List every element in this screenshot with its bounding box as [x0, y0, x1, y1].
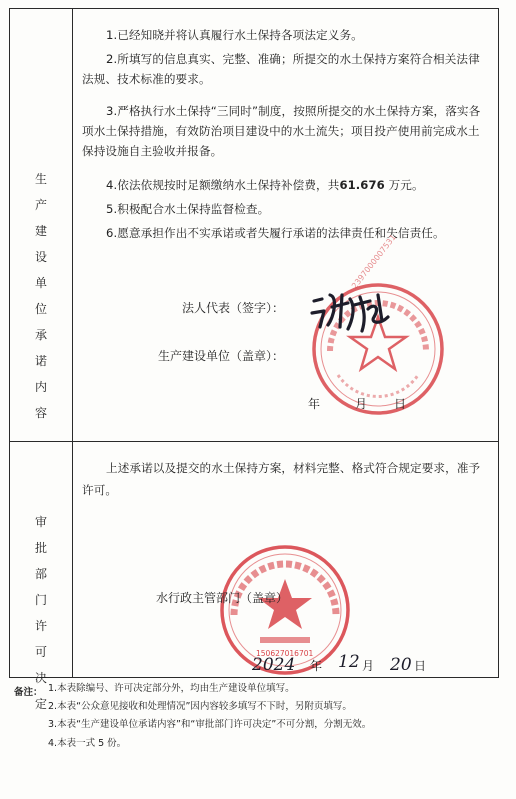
approval-month-suffix: 月	[362, 659, 375, 673]
column-divider	[72, 9, 73, 677]
heading-char: 部	[34, 567, 47, 581]
approval-date-month: 12	[338, 652, 360, 672]
heading-char: 建	[34, 224, 47, 238]
commitment-item-4	[82, 175, 490, 195]
company-seal-code: 2397000007531	[350, 232, 398, 291]
heading-char: 可	[34, 645, 47, 659]
date-month-label: 月	[355, 397, 368, 411]
signature-icon	[308, 287, 398, 335]
fee-text: 4.依法依规按时足额缴纳水土保持补偿费，共	[106, 178, 340, 192]
heading-char: 承	[34, 328, 47, 342]
note-item-4: 4.本表一式 5 份。	[48, 738, 127, 749]
department-seal-label: 水行政主管部门（盖章）	[156, 591, 289, 605]
heading-char: 内	[34, 380, 47, 394]
commitment-item-1: 1.已经知晓并将认真履行水土保持各项法定义务。	[106, 28, 363, 42]
date-day-label: 日	[394, 397, 407, 411]
approval-text: 上述承诺以及提交的水土保持方案，材料完整、格式符合规定要求，准予许可。	[82, 461, 481, 497]
heading-char: 生	[34, 172, 47, 186]
note-item-2: 2.本表“公众意见接收和处理情况”因内容较多填写不下时，另附页填写。	[48, 701, 352, 712]
fee-unit: 万元。	[388, 178, 424, 192]
section-divider	[10, 441, 498, 442]
heading-char: 决	[34, 671, 47, 685]
heading-char: 容	[34, 406, 47, 420]
approval-year-suffix: 年	[310, 659, 323, 673]
note-item-3: 3.本表“生产建设单位承诺内容”和“审批部门许可决定”不可分割，分割无效。	[48, 719, 372, 730]
commitment-item-2: 2.所填写的信息真实、完整、准确；所提交的水土保持方案符合相关法律法规、技术标准的要求。	[82, 52, 480, 86]
fee-amount: 61.676	[339, 178, 385, 192]
approval-day-suffix: 日	[414, 659, 427, 673]
approval-date-day: 20	[390, 655, 412, 675]
heading-char: 单	[34, 276, 47, 290]
heading-char: 位	[34, 302, 47, 316]
heading-char: 许	[34, 619, 47, 633]
heading-char: 诺	[34, 354, 47, 368]
heading-char: 门	[34, 593, 47, 607]
heading-char: 产	[34, 198, 47, 212]
commitment-item-3: 3.严格执行水土保持“三同时”制度，按照所提交的水土保持方案，落实各项水土保持措施，有效防治项目建设中的水土流失；项目投产使用前完成水土保持设施自主验收并报备。	[82, 104, 481, 158]
date-year-label: 年	[308, 397, 321, 411]
department-seal-code: 150627016701	[256, 649, 314, 658]
notes-label: 备注：	[14, 687, 43, 698]
unit-seal-label: 生产建设单位（盖章）：	[158, 349, 285, 363]
legal-rep-label: 法人代表（签字）：	[182, 301, 285, 315]
commitment-item-5: 5.积极配合水土保持监督检查。	[106, 202, 270, 216]
heading-char: 定	[34, 697, 47, 711]
commitment-heading	[10, 166, 72, 426]
heading-char: 设	[34, 250, 47, 264]
heading-char: 批	[34, 541, 47, 555]
heading-char: 审	[34, 515, 47, 529]
note-item-1: 1.本表除编号、许可决定部分外，均由生产建设单位填写。	[48, 683, 295, 694]
approval-date-year: 2024	[252, 655, 296, 675]
commitment-item-6: 6.愿意承担作出不实承诺或者失履行承诺的法律责任和失信责任。	[106, 226, 445, 240]
